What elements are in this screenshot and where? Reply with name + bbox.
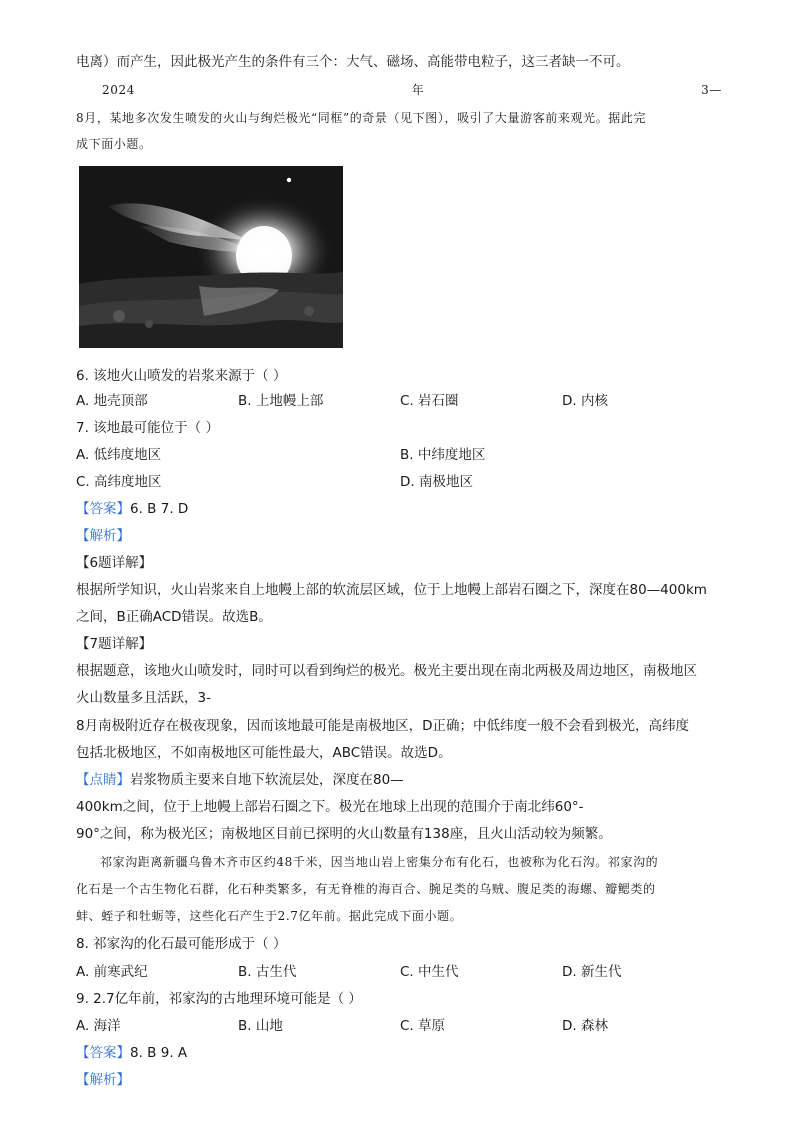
tip-line-3: 90°之间，称为极光区；南极地区目前已探明的火山数量有138座，且火山活动较为频繁。 xyxy=(76,826,612,842)
option-d: D. 南极地区 xyxy=(400,474,473,490)
question-7-stem: 7. 该地最可能位于（ ） xyxy=(76,420,219,436)
option-b: B. 中纬度地区 xyxy=(400,447,486,463)
question-9-options xyxy=(76,1016,726,1036)
question-8-stem: 8. 祁家沟的化石最可能形成于（ ） xyxy=(76,936,287,952)
text-line-4: 成下面小题。 xyxy=(76,137,152,151)
detail-7-line-4: 包括北极地区，不如南极地区可能性最大，ABC错误。故选D。 xyxy=(76,745,452,761)
detail-7-line-2: 火山数量多且活跃，3- xyxy=(76,690,211,706)
question-6-stem: 6. 该地火山喷发的岩浆来源于（ ） xyxy=(76,368,287,384)
volcano-aurora-photo xyxy=(79,166,343,348)
text-line-2 xyxy=(102,80,722,100)
option-c: C. 中生代 xyxy=(400,964,459,980)
question-8-options xyxy=(76,962,726,982)
detail-7-title: 【7题详解】 xyxy=(76,636,153,652)
option-a: A. 海洋 xyxy=(76,1018,121,1034)
tip-row-1 xyxy=(76,770,726,790)
option-a: A. 低纬度地区 xyxy=(76,447,162,463)
answer-row-2 xyxy=(76,1043,726,1063)
detail-6-line-2: 之间，B正确ACD错误。故选B。 xyxy=(76,609,272,625)
question-7-options-row-2 xyxy=(76,472,726,492)
analysis-label-2: 【解析】 xyxy=(76,1072,130,1088)
answer-label: 【答案】 xyxy=(76,1045,130,1061)
tip-line-1: 岩浆物质主要来自地下软流层处，深度在80— xyxy=(130,772,404,788)
detail-7-line-1: 根据题意，该地火山喷发时，同时可以看到绚烂的极光。极光主要出现在南北两极及周边地区，南极地区 xyxy=(76,663,697,679)
option-d: D. 内核 xyxy=(562,393,608,409)
option-b: B. 山地 xyxy=(238,1018,283,1034)
option-a: A. 地壳顶部 xyxy=(76,393,148,409)
year-text: 2024 xyxy=(102,83,135,97)
passage-line-2: 化石是一个古生物化石群，化石种类繁多，有无脊椎的海百合、腕足类的乌贼、腹足类的海螺、瓣鳃类的 xyxy=(76,882,656,896)
option-b: B. 古生代 xyxy=(238,964,297,980)
detail-6-line-1: 根据所学知识，火山岩浆来自上地幔上部的软流层区域，位于上地幔上部岩石圈之下，深度在80—400km xyxy=(76,582,707,598)
passage-line-1: 祁家沟距离新疆乌鲁木齐市区约48千米，因当地山岩上密集分布有化石，也被称为化石沟。祁家沟的 xyxy=(100,855,659,869)
option-b: B. 上地幔上部 xyxy=(238,393,324,409)
question-9-stem: 9. 2.7亿年前，祁家沟的古地理环境可能是（ ） xyxy=(76,991,362,1007)
answer-label: 【答案】 xyxy=(76,501,130,517)
analysis-label-1: 【解析】 xyxy=(76,528,130,544)
detail-6-title: 【6题详解】 xyxy=(76,555,153,571)
detail-7-line-3: 8月南极附近存在极夜现象，因而该地最可能是南极地区，D正确；中低纬度一般不会看到极光，高纬度 xyxy=(76,718,689,734)
option-c: C. 岩石圈 xyxy=(400,393,459,409)
question-6-options xyxy=(76,391,726,411)
option-a: A. 前寒武纪 xyxy=(76,964,148,980)
answer-text: 6. B 7. D xyxy=(130,501,189,517)
answer-text: 8. B 9. A xyxy=(130,1045,188,1061)
option-c: C. 草原 xyxy=(400,1018,446,1034)
tip-line-2: 400km之间，位于上地幔上部岩石圈之下。极光在地球上出现的范围介于南北纬60°- xyxy=(76,799,584,815)
answer-row-1 xyxy=(76,499,726,519)
month-text: 3— xyxy=(701,83,722,97)
option-d: D. 新生代 xyxy=(562,964,622,980)
text-line-1: 电离）而产生，因此极光产生的条件有三个：大气、磁场、高能带电粒子，这三者缺一不可。 xyxy=(76,54,630,70)
text-line-3: 8月，某地多次发生喷发的火山与绚烂极光“同框”的奇景（见下图），吸引了大量游客前来观光。据此完 xyxy=(76,111,647,125)
passage-line-3: 蚌、蛭子和牡蛎等，这些化石产生于2.7亿年前。据此完成下面小题。 xyxy=(76,909,463,923)
tip-label: 【点睛】 xyxy=(76,772,130,788)
option-c: C. 高纬度地区 xyxy=(76,474,162,490)
question-7-options-row-1 xyxy=(76,445,726,465)
nian-text: 年 xyxy=(411,83,425,97)
option-d: D. 森林 xyxy=(562,1018,608,1034)
